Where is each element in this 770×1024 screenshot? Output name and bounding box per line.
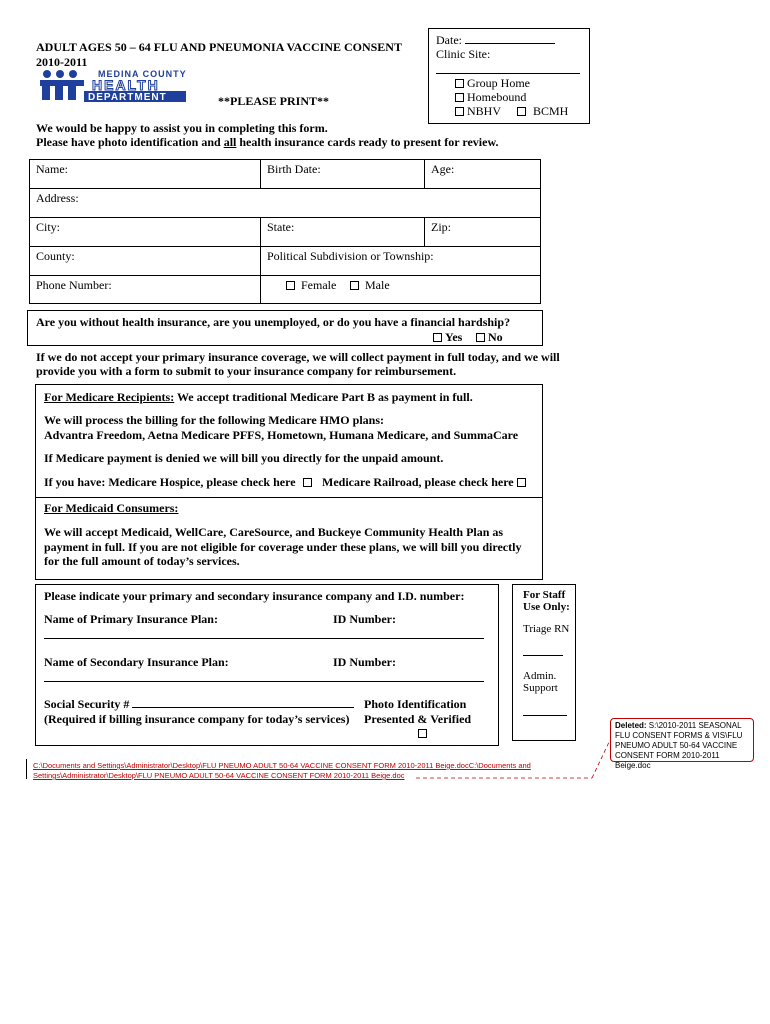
phone-number-field[interactable]: Phone Number: — [36, 278, 112, 292]
medicare-denied-note: If Medicare payment is denied we will bill you directly for the unpaid amount. — [44, 451, 444, 465]
staff-title-1: For Staff — [523, 589, 566, 601]
medicaid-line-2: payment in full. If you are not eligible for coverage under these plans, we will bill you directly — [44, 540, 522, 554]
ssn-note: (Required if billing insurance company for today’s services) — [44, 712, 350, 726]
medicare-hospice-option[interactable]: If you have: Medicare Hospice, please check here — [44, 475, 315, 489]
footer-path-line-2: Settings\Administrator\Desktop\FLU PNEUMO ADULT 50-64 VACCINE CONSENT FORM 2010-2011 Beige.doc — [33, 771, 405, 780]
ssn-field[interactable]: Social Security # — [44, 697, 354, 711]
intro-line-2: Please have photo identification and all health insurance cards ready to present for review. — [36, 135, 499, 149]
secondary-id-label: ID Number: — [333, 655, 396, 669]
political-subdivision-field[interactable]: Political Subdivision or Township: — [267, 249, 434, 263]
medicare-railroad-option[interactable]: Medicare Railroad, please check here — [322, 475, 529, 489]
form-title: ADULT AGES 50 – 64 FLU AND PNEUMONIA VACCINE CONSENT — [36, 40, 402, 54]
svg-text:MEDINA COUNTY: MEDINA COUNTY — [98, 69, 187, 79]
medicaid-line-1: We will accept Medicaid, WellCare, CareSource, and Buckeye Community Health Plan as — [44, 525, 504, 539]
medicare-hmo-line-2: Advantra Freedom, Aetna Medicare PFFS, Hometown, Humana Medicare, and SummaCare — [44, 428, 519, 442]
triage-rn-label: Triage RN — [523, 623, 570, 635]
medicaid-line-3: for the full amount of today’s services. — [44, 554, 240, 568]
medicare-hmo-line-1: We will process the billing for the following Medicare HMO plans: — [44, 413, 384, 427]
date-label: Date: — [436, 33, 462, 47]
name-field[interactable]: Name: — [36, 162, 68, 176]
secondary-plan-label: Name of Secondary Insurance Plan: — [44, 655, 229, 669]
hardship-question: Are you without health insurance, are you unemployed, or do you have a financial hardship? — [36, 315, 511, 329]
staff-title-2: Use Only: — [523, 601, 570, 613]
address-field[interactable]: Address: — [36, 191, 79, 205]
payment-note-line-1: If we do not accept your primary insurance coverage, we will collect payment in full today, and we will — [36, 350, 560, 364]
bcmh-option[interactable]: BCMH — [517, 104, 568, 118]
please-print-note: **PLEASE PRINT** — [218, 94, 330, 108]
hardship-no-option[interactable]: No — [476, 330, 503, 344]
age-field[interactable]: Age: — [431, 162, 455, 176]
deleted-label: Deleted: — [615, 721, 647, 730]
form-year: 2010-2011 — [36, 55, 88, 69]
group-home-option[interactable]: Group Home — [455, 76, 530, 90]
deleted-text: S:\2010-2011 SEASONAL FLU CONSENT FORMS & VIS\FLU PNEUMO ADULT 50-64 VACCINE CONSENT FORM 2010-2011 Beige.doc — [615, 721, 743, 770]
svg-text:HEALTH: HEALTH — [92, 77, 160, 93]
zip-field[interactable]: Zip: — [431, 220, 451, 234]
medicaid-heading: For Medicaid Consumers: — [44, 501, 179, 515]
birth-date-field[interactable]: Birth Date: — [267, 162, 321, 176]
primary-id-label: ID Number: — [333, 612, 396, 626]
photo-id-label-1: Photo Identification — [364, 697, 467, 711]
county-field[interactable]: County: — [36, 249, 75, 263]
insurance-instruction: Please indicate your primary and secondary insurance company and I.D. number: — [44, 589, 465, 603]
medicare-heading: For Medicare Recipients: We accept traditional Medicare Part B as payment in full. — [44, 390, 473, 404]
male-option[interactable]: Male — [350, 278, 390, 292]
svg-text:DEPARTMENT: DEPARTMENT — [88, 92, 167, 102]
intro-line-1: We would be happy to assist you in completing this form. — [36, 121, 328, 135]
female-option[interactable]: Female — [286, 278, 336, 292]
nbhv-option[interactable]: NBHV — [455, 104, 501, 118]
admin-label-2: Support — [523, 682, 558, 694]
homebound-option[interactable]: Homebound — [455, 90, 526, 104]
payment-note-line-2: provide you with a form to submit to your insurance company for reimbursement. — [36, 364, 457, 378]
state-field[interactable]: State: — [267, 220, 295, 234]
city-field[interactable]: City: — [36, 220, 61, 234]
footer-path-line-1: C:\Documents and Settings\Administrator\Desktop\FLU PNEUMO ADULT 50-64 VACCINE CONSENT FORM 2010-2011 Beige.docC:\Documents and — [33, 761, 531, 770]
clinic-site-label: Clinic Site: — [436, 47, 491, 61]
hardship-yes-option[interactable]: Yes — [433, 330, 462, 344]
primary-plan-label: Name of Primary Insurance Plan: — [44, 612, 218, 626]
admin-label-1: Admin. — [523, 670, 557, 682]
photo-id-label-2: Presented & Verified — [364, 712, 472, 726]
